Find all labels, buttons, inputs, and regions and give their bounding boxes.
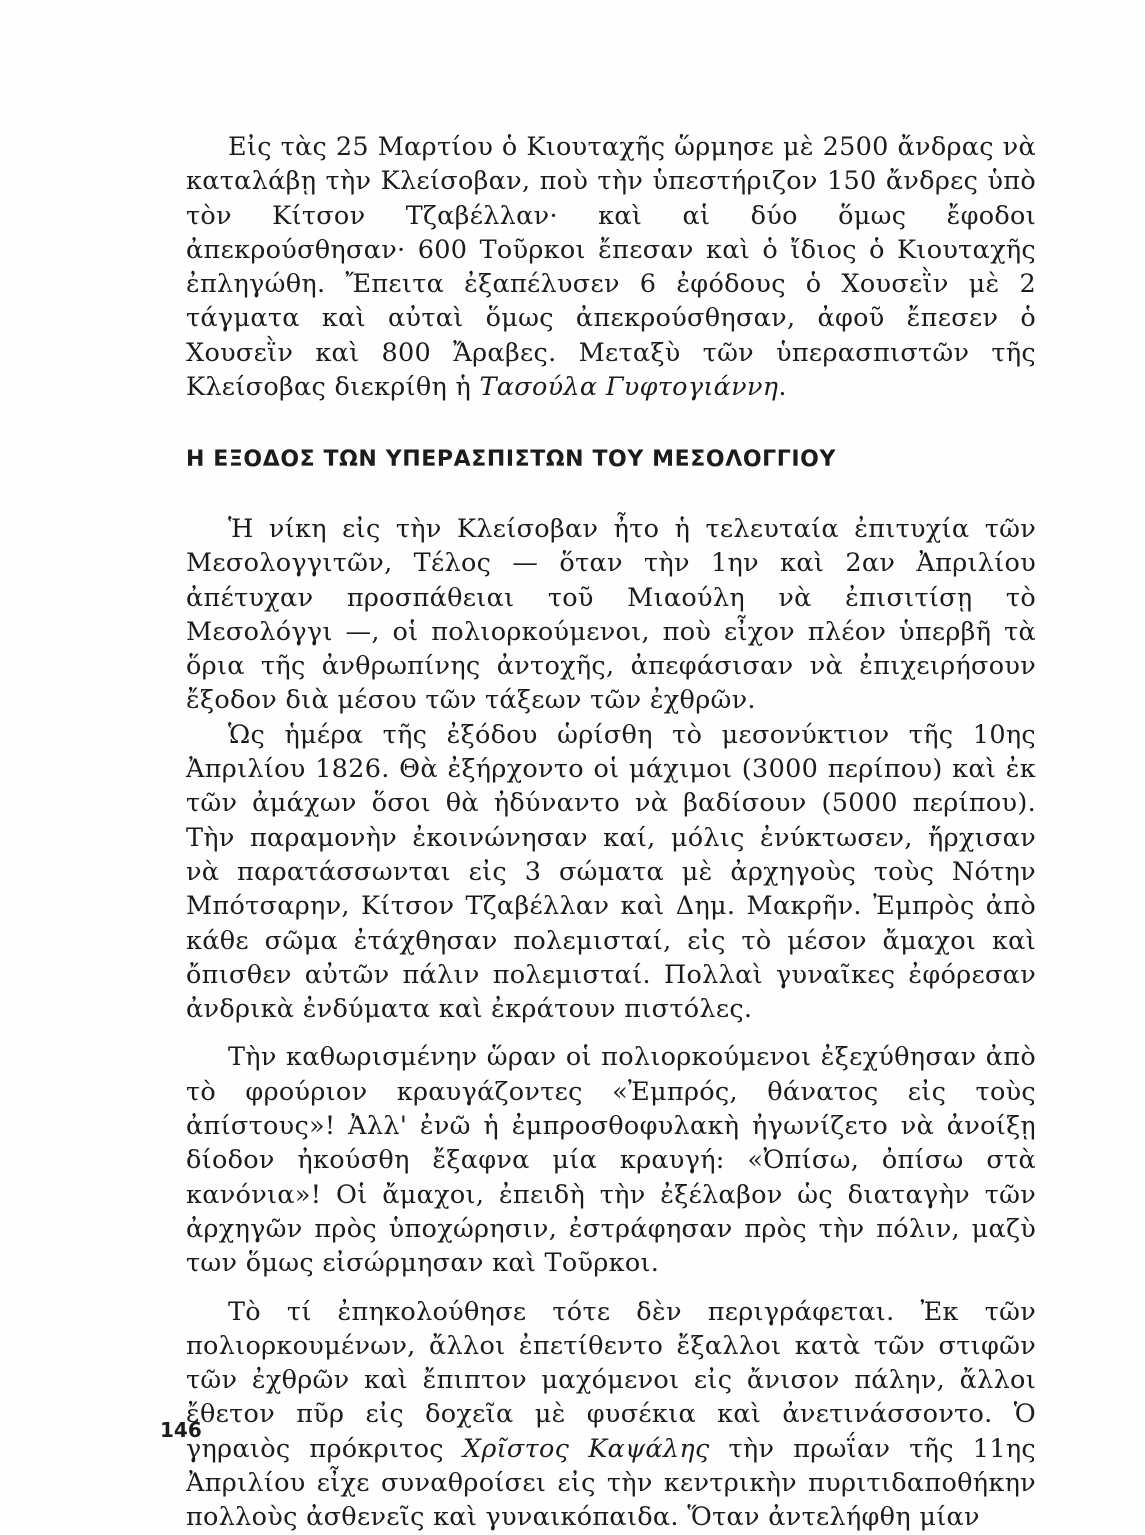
paragraph-1: Ἡ νίκη εἰς τὴν Κλείσοβαν ἦτο ἡ τελευταία ἐπιτυχία τῶν Μεσολογγιτῶν, Τέλος — ὅταν τὴν 1ην καὶ 2αν Ἀπριλίου ἀπέτυχαν προσπάθειαι τοῦ Μιαούλη νὰ ἐπισιτίσῃ τὸ Μεσολόγγι —, οἱ πολιορκούμενοι, ποὺ εἶχον πλέον ὑπερβῆ τὰ ὅρια τῆς ἀνθρωπίνης ἀντοχῆς, ἀπεφάσισαν νὰ ἐπιχειρήσουν ἔξοδον διὰ μέσου τῶν τάξεων τῶν ἐχθρῶν. [186, 514, 1036, 716]
paragraph-2: Ὡς ἡμέρα τῆς ἐξόδου ὡρίσθη τὸ μεσονύκτιον τῆς 10ης Ἀπριλίου 1826. Θὰ ἐξήρχοντο οἱ μάχιμοι (3000 περίπου) καὶ ἐκ τῶν ἀμάχων ὅσοι θὰ ἠδύναντο νὰ βαδίσουν (5000 περίπου). Τὴν παραμονὴν ἐκοινώνησαν καί, μόλις ἐνύκτωσεν, ἤρχισαν νὰ παρατάσσωνται εἰς 3 σώματα μὲ ἀρχηγοὺς τοὺς Νότην Μπότσαρην, Κίτσον Τζαβέλλαν καὶ Δημ. Μακρῆν. Ἐμπρὸς ἀπὸ κάθε σῶμα ἐτάχθησαν πολεμισταί, εἰς τὸ μέσον ἄμαχοι καὶ ὄπισθεν αὐτῶν πάλιν πολεμισταί. Πολλαὶ γυναῖκες ἐφόρεσαν ἀνδρικὰ ἐνδύματα καὶ ἐκράτουν πιστόλες. [186, 719, 1036, 1025]
section-heading: Η ΕΞΟΔΟΣ ΤΩΝ ΥΠΕΡΑΣΠΙΣΤΩΝ ΤΟΥ ΜΕΣΟΛΟΓΓΙΟΥ [186, 447, 836, 472]
opening-text-block [186, 130, 1036, 404]
main-text-block [186, 512, 1036, 1535]
page-number: 146 [160, 1418, 202, 1442]
paragraph-4: Τὸ τί ἐπηκολούθησε τότε δὲν περιγράφεται. Ἐκ τῶν πολιορκουμένων, ἄλλοι ἐπετίθεντο ἔξαλλοι κατὰ τῶν στιφῶν τῶν ἐχθρῶν καὶ ἔπιπτον μαχόμενοι εἰς ἄνισον πάλην, ἄλλοι ἔθετον πῦρ εἰς δοχεῖα μὲ φυσέκια καὶ ἀνετινάσσοντο. Ὁ γηραιὸς πρόκριτος Χρῖστος Καψάλης τὴν πρωΐαν τῆς 11ης Ἀπριλίου εἶχε συναθροίσει εἰς τὴν κεντρικὴν πυριτιδαποθήκην πολλοὺς ἀσθενεῖς καὶ γυναικόπαιδα. Ὅταν ἀντελήφθη μίαν [186, 1296, 1037, 1533]
italic-name: Τασούλα Γυφτογιάννη [479, 372, 779, 403]
paragraph-kleisova-battle: Εἰς τὰς 25 Μαρτίου ὁ Κιουταχῆς ὥρμησε μὲ 2500 ἄνδρας νὰ καταλάβῃ τὴν Κλείσοβαν, ποὺ τὴν ὑπεστήριζον 150 ἄνδρες ὑπὸ τὸν Κίτσον Τζαβέλλαν· καὶ αἱ δύο ὅμως ἔφοδοι ἀπεκρούσθησαν· 600 Τοῦρκοι ἔπεσαν καὶ ὁ ἴδιος ὁ Κιουταχῆς ἐπληγώθη. Ἔπειτα ἐξαπέλυσεν 6 ἐφόδους ὁ Χουσεῒν μὲ 2 τάγματα καὶ αὐταὶ ὅμως ἀπεκρούσθησαν, ἀφοῦ ἔπεσεν ὁ Χουσεῒν καὶ 800 Ἄραβες. Μεταξὺ τῶν ὑπερασπιστῶν τῆς Κλείσοβας διεκρίθη ἡ Τασούλα Γυφτογιάννη. [186, 132, 1036, 403]
paragraph-3: Τὴν καθωρισμένην ὥραν οἱ πολιορκούμενοι ἐξεχύθησαν ἀπὸ τὸ φρούριον κραυγάζοντες «Ἐμπρός, θάνατος εἰς τοὺς ἀπίστους»! Ἀλλ' ἐνῶ ἡ ἐμπροσθοφυλακὴ ἠγωνίζετο νὰ ἀνοίξῃ δίοδον ἠκούσθη ἔξαφνα μία κραυγή: «Ὀπίσω, ὀπίσω στὰ κανόνια»! Οἱ ἄμαχοι, ἐπειδὴ τὴν ἐξέλαβον ὡς διαταγὴν τῶν ἀρχηγῶν πρὸς ὑποχώρησιν, ἐστράφησαν πρὸς τὴν πόλιν, μαζὺ των ὅμως εἰσώρμησαν καὶ Τοῦρκοι. [186, 1042, 1036, 1279]
italic-name: Χρῖστος Καψάλης [462, 1433, 710, 1464]
